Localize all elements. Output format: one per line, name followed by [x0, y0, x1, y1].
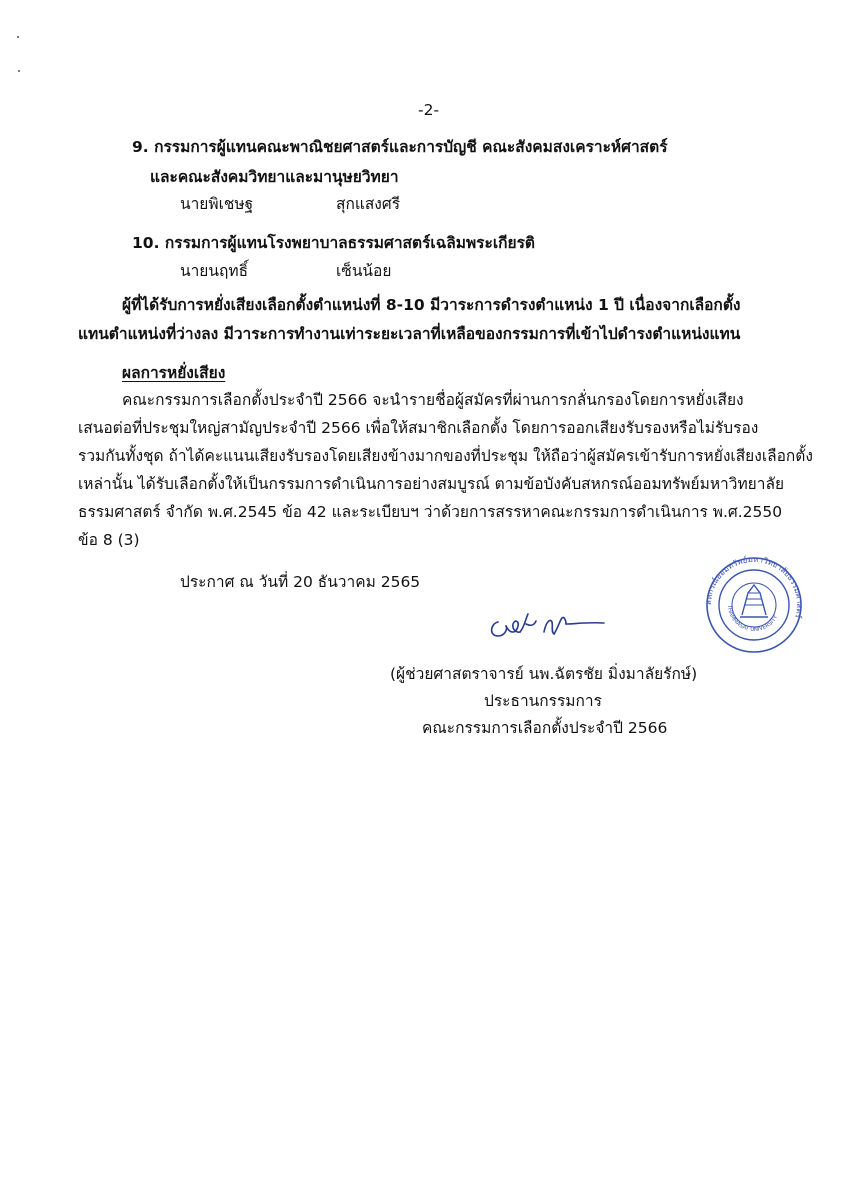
seal-inner-text: THAMMASAT UNIVERSITY: [725, 604, 780, 634]
scan-speck: [17, 36, 19, 38]
signatory-committee: คณะกรรมการเลือกตั้งประจำปี 2566: [422, 719, 668, 737]
result-line-6: ข้อ 8 (3): [78, 531, 140, 549]
item-10-name: นายนฤทธิ์: [180, 262, 249, 280]
item-9-name: นายพิเชษฐ: [180, 195, 254, 213]
item-10-surname: เซ็นน้อย: [336, 262, 392, 280]
scan-speck: [18, 70, 20, 72]
result-heading: ผลการหยั่งเสียง: [122, 364, 226, 382]
result-line-5: ธรรมศาสตร์ จำกัด พ.ศ.2545 ข้อ 42 และระเบียบฯ ว่าด้วยการสรรหาคณะกรรมการดำเนินการ พ.ศ.2550: [78, 503, 783, 521]
page-number: -2-: [418, 101, 440, 119]
signatory-position: ประธานกรรมการ: [484, 692, 602, 710]
term-note-line-2: แทนตำแหน่งที่ว่างลง มีวาระการทำงานเท่าระยะเวลาที่เหลือของกรรมการที่เข้าไปดำรงตำแหน่งแทน: [78, 325, 741, 343]
result-line-1: คณะกรรมการเลือกตั้งประจำปี 2566 จะนำรายชื่อผู้สมัครที่ผ่านการกลั่นกรองโดยการหยั่งเสียง: [122, 391, 744, 409]
result-line-3: รวมกันทั้งชุด ถ้าได้คะแนนเสียงรับรองโดยเสียงข้างมากของที่ประชุม ให้ถือว่าผู้สมัครเข้ารับการหยั่งเสียงเลือกตั้ง: [78, 447, 813, 465]
seal-outer-text: สหกรณ์ออมทรัพย์มหาวิทยาลัยธรรมศาสตร์: [703, 555, 805, 620]
result-line-2: เสนอต่อที่ประชุมใหญ่สามัญประจำปี 2566 เพื่อให้สมาชิกเลือกตั้ง โดยการออกเสียงรับรองหรือไม่รับรอง: [78, 419, 759, 437]
signatory-name: (ผู้ช่วยศาสตราจารย์ นพ.ฉัตรชัย มิ่งมาลัยรักษ์): [390, 665, 698, 683]
handwritten-signature: [486, 604, 606, 644]
item-9-heading-cont: และคณะสังคมวิทยาและมานุษยวิทยา: [150, 168, 399, 186]
item-10-heading: 10. กรรมการผู้แทนโรงพยาบาลธรรมศาสตร์เฉลิมพระเกียรติ: [132, 234, 535, 252]
announcement-date: ประกาศ ณ วันที่ 20 ธันวาคม 2565: [180, 573, 421, 591]
cooperative-seal: [688, 555, 820, 655]
term-note-line-1: ผู้ที่ได้รับการหยั่งเสียงเลือกตั้งตำแหน่งที่ 8-10 มีวาระการดำรงตำแหน่ง 1 ปี เนื่องจากเลือกตั้ง: [122, 296, 741, 314]
item-9-surname: สุกแสงศรี: [336, 195, 401, 213]
item-9-heading: 9. กรรมการผู้แทนคณะพาณิชยศาสตร์และการบัญชี คณะสังคมสงเคราะห์ศาสตร์: [132, 138, 668, 156]
result-line-4: เหล่านั้น ได้รับเลือกตั้งให้เป็นกรรมการดำเนินการอย่างสมบูรณ์ ตามข้อบังคับสหกรณ์ออมทรัพย์มหาวิทยาลัย: [78, 475, 785, 493]
